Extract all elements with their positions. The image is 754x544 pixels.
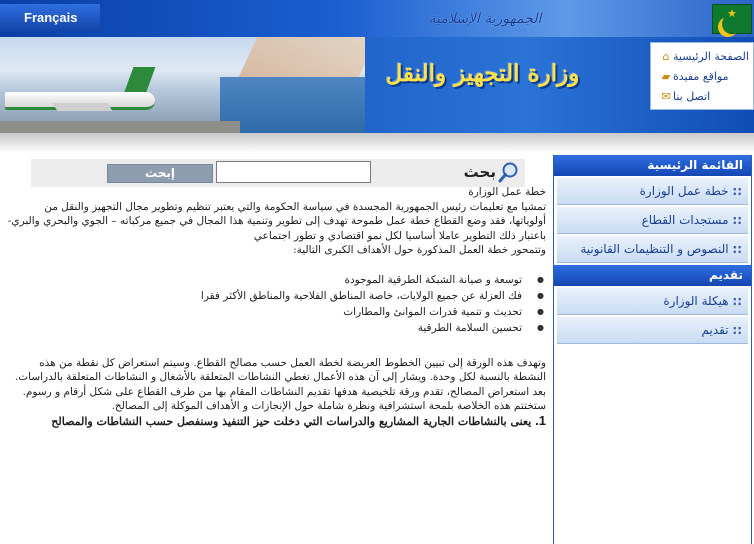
mail-icon: ✉ xyxy=(661,89,671,103)
sidebar-item-label: النصوص و التنظيمات القانونية xyxy=(580,242,729,256)
search-icon[interactable] xyxy=(497,160,521,184)
list-item: ● تحديث و تنمية قدرات الموانئ والمطارات xyxy=(4,304,522,320)
sidebar-item-legal-texts[interactable] xyxy=(557,236,748,263)
content-intro: تمشيا مع تعليمات رئيس الجمهورية المجسدة في سياسة الحكومة والتي يعتبر تنظيم وتطوير مجال التجهيز والنقل من أولوياتها، فقد وضع القطاع خطة عمل طموحة تهدف إلى تطوير وتنمية هذا المجال في جميع مركباته – الجوي والبحري والبري- باعتبار ذلك التطوير عاملا أساسيا لكل نمو اقتصادي و تطور اجتماعي xyxy=(7,200,546,242)
search-button[interactable]: إبحث xyxy=(107,164,213,183)
menu-bullet-icon: :: xyxy=(732,323,742,337)
quick-link-useful-sites[interactable] xyxy=(655,66,749,86)
sidebar-menu xyxy=(553,155,752,544)
sidebar-item-label: هيكلة الوزارة xyxy=(663,294,729,308)
banner-photo xyxy=(0,37,365,133)
content-paragraph: بعد استعراض المصالح، تقدم ورقة تلخيصية هدفها تقديم النشاطات المقام بها من طرف القطاع على شكل أرقام و رسوم. ستختتم هذه الخلاصة بلمحة استشرافية ونظرة شاملة حول الإنجازات و الأهداف الموكلة إلى المصالح. xyxy=(22,385,546,412)
search-bar xyxy=(31,159,525,187)
banner-shadow xyxy=(0,133,754,153)
menu-bullet-icon: :: xyxy=(732,294,742,308)
sidebar-item-label: مستجدات القطاع xyxy=(641,213,729,227)
quick-link-contact[interactable] xyxy=(655,86,749,106)
content-paragraph: وتهدف هذه الورقة إلى تبيين الخطوط العريضة لخطة العمل حسب مصالح القطاع. وسيتم استعراض كل نقطة من هذه النشطة بالنسبة لكل وحدة. ويشار إلى آن هذه الأعمال تغطي النشاطات المتعلقة بالأشغال و النشاطات المتعلقة بالدراسات. xyxy=(14,356,546,383)
numbered-item xyxy=(4,414,546,430)
goals-list xyxy=(4,272,546,336)
list-item: ● توسعة و صيانة الشبكة الطرقية الموجودة xyxy=(4,272,522,288)
language-link-french[interactable]: Français xyxy=(0,4,100,32)
header-banner xyxy=(0,37,754,133)
sidebar-item-label: خطة عمل الوزارة xyxy=(639,184,729,198)
banner-port-image xyxy=(220,77,365,133)
item-number: 1. xyxy=(535,412,546,428)
sidebar-item-label: تقديم xyxy=(701,323,729,337)
quick-link-label: اتصل بنا xyxy=(673,89,711,103)
main-content xyxy=(4,185,546,544)
main-menu-title: القائمة الرئيسية xyxy=(554,155,751,176)
home-icon: ⌂ xyxy=(662,49,670,63)
top-bar xyxy=(0,0,754,37)
quick-link-label: مواقع مفيدة xyxy=(673,69,729,83)
menu-bullet-icon: :: xyxy=(732,242,742,256)
flag-star-icon: ★ xyxy=(727,7,737,20)
search-label: بحث xyxy=(463,163,496,181)
folder-icon: ▰ xyxy=(661,69,671,83)
content-title: خطة عمل الوزارة xyxy=(468,186,546,198)
item-text: يعنى بالنشاطات الجارية المشاريع والدراسات التي دخلت حيز التنفيذ وسنفصل حسب النشاطات والمصالح xyxy=(51,414,532,428)
flag-crescent-icon xyxy=(722,14,742,34)
sidebar-item-sector-news[interactable] xyxy=(557,207,748,234)
menu-bullet-icon: :: xyxy=(732,213,742,227)
quick-links xyxy=(650,42,754,110)
section-title-presentation: تقديم xyxy=(554,265,751,286)
quick-link-home[interactable] xyxy=(655,46,749,66)
mauritania-flag-icon xyxy=(712,4,752,34)
search-input[interactable] xyxy=(216,161,371,183)
menu-bullet-icon: :: xyxy=(732,184,742,198)
quick-link-label: الصفحة الرئيسية xyxy=(673,49,749,63)
sidebar-item-action-plan[interactable] xyxy=(557,178,748,205)
list-item: ● تحسين السلامة الطرقية xyxy=(4,320,522,336)
sidebar-item-ministry-structure[interactable] xyxy=(557,288,748,315)
list-item: ● فك العزلة عن جميع الولايات، خاصة المناطق الفلاحية والمناطق الأكثر فقرا xyxy=(4,288,522,304)
republic-title: الجمهورية الإسلامية xyxy=(428,11,542,27)
ministry-title: وزارة التجهيز والنقل xyxy=(385,60,580,87)
airplane-wing-image xyxy=(53,103,113,111)
sidebar-item-presentation[interactable] xyxy=(557,317,748,344)
banner-runway-image xyxy=(0,121,240,133)
goals-heading: وتتمحور خطة العمل المذكورة حول الأهداف الكبرى التالية: xyxy=(293,244,546,256)
